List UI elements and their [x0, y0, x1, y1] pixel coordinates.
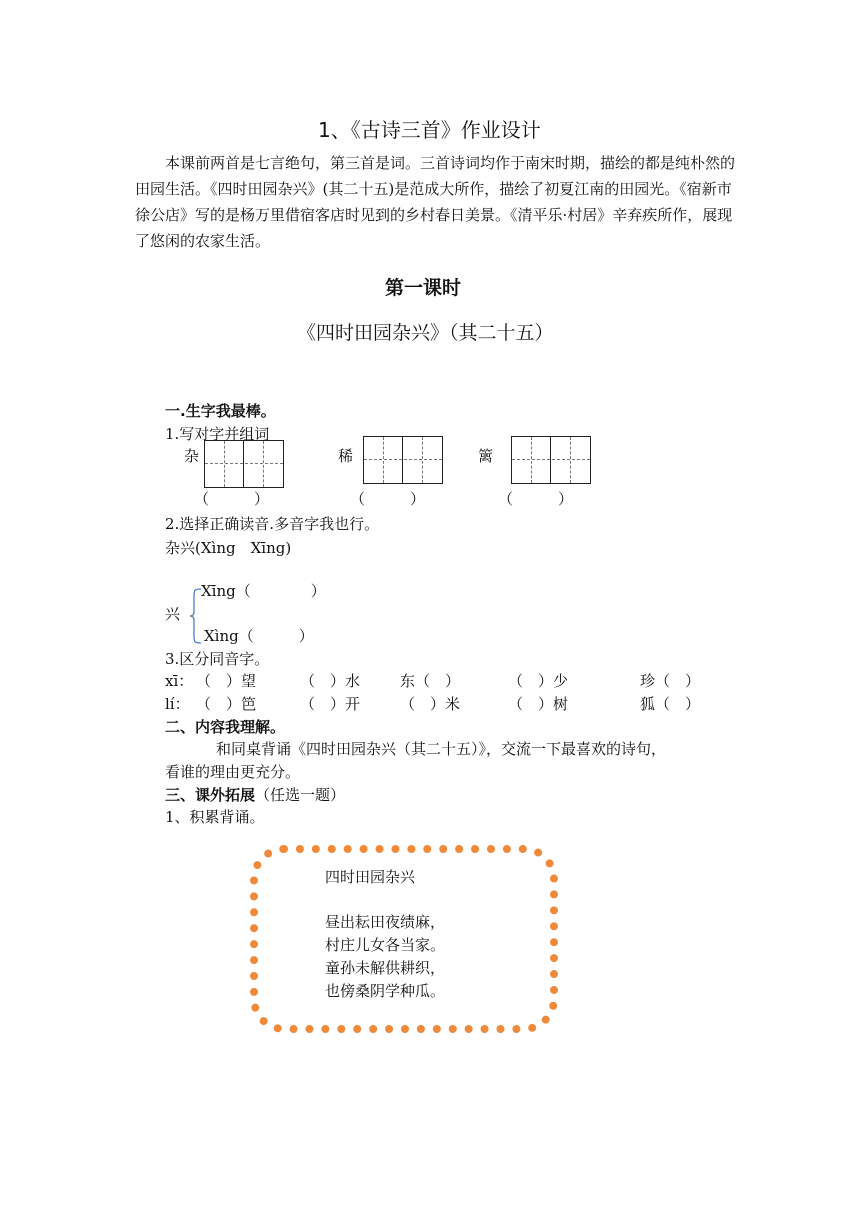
xi-item-1[interactable]: （ ）望 [196, 672, 257, 690]
li-item-3[interactable]: （ ）米 [400, 695, 461, 713]
poem-line-4: 也傍桑阴学种瓜。 [325, 982, 446, 1000]
li-item-2[interactable]: （ ）开 [300, 695, 361, 713]
word-bracket-1[interactable]: （ ） [194, 490, 270, 508]
section2-heading: 二、内容我理解。 [165, 718, 286, 736]
xing-char: 兴 [165, 605, 181, 623]
xing-option-1[interactable]: Xīng（ ） [201, 582, 326, 600]
writing-grid-1[interactable] [204, 440, 284, 488]
poem-title: 四时田园杂兴 [325, 868, 416, 886]
poem-title-heading: 《四时田园杂兴》（其二十五） [297, 322, 554, 344]
li-item-5[interactable]: 狐（ ） [640, 695, 701, 713]
char-za: 杂 [184, 447, 200, 465]
section3-heading [165, 784, 345, 805]
xi-item-3[interactable]: 东（ ） [400, 672, 461, 690]
section3-heading-rest: （任选一题） [255, 786, 346, 804]
section3-heading-bold: 三、课外拓展 [165, 786, 256, 804]
li-item-1[interactable]: （ ）笆 [196, 695, 257, 713]
xi-item-2[interactable]: （ ）水 [300, 672, 361, 690]
page-title: 1、《古诗三首》作业设计 [318, 118, 541, 142]
word-bracket-3[interactable]: （ ） [498, 490, 574, 508]
li-row-label: lí： [165, 695, 190, 713]
writing-grid-3[interactable] [511, 436, 591, 484]
section2-text-1: 和同桌背诵《四时田园杂兴（其二十五）》，交流一下最喜欢的诗句， [216, 740, 667, 758]
xi-row-label: xī： [165, 672, 194, 690]
q1-label: 1.写对字并组词 [165, 425, 270, 443]
poem-line-3: 童孙未解供耕织， [325, 959, 446, 977]
section2-text-2: 看谁的理由更充分。 [165, 763, 301, 781]
lesson-heading: 第一课时 [385, 277, 462, 299]
li-item-4[interactable]: （ ）树 [508, 695, 569, 713]
xi-item-5[interactable]: 珍（ ） [640, 672, 701, 690]
q3-label: 3.区分同音字。 [165, 650, 270, 668]
intro-paragraph: 本课前两首是七言绝句，第三首是词。三首诗词均作于南宋时期，描绘的都是纯朴然的田园生活。《四时田园杂兴》(其二十五)是范成大所作，描绘了初夏江南的田园光。《宿新市徐公店》写的是杨万里借宿客店时见到的乡村春日美景。《清平乐·村居》辛弃疾所作，展现了悠闲的农家生活。 [135, 154, 736, 250]
q2-line: 杂兴(Xìng Xīng) [165, 539, 292, 557]
poem-line-2: 村庄儿女各当家。 [325, 936, 446, 954]
poem-line-1: 昼出耘田夜绩麻， [325, 913, 446, 931]
char-xi: 稀 [338, 447, 354, 465]
xing-option-2[interactable]: Xìng（ ） [204, 627, 314, 645]
section1-heading: 一.生字我最棒。 [165, 402, 276, 420]
word-bracket-2[interactable]: （ ） [350, 490, 426, 508]
q2-label: 2.选择正确读音.多音字我也行。 [165, 515, 380, 533]
xi-item-4[interactable]: （ ）少 [508, 672, 569, 690]
char-li: 篱 [478, 447, 494, 465]
writing-grid-2[interactable] [363, 436, 443, 484]
section3-item-1: 1、积累背诵。 [165, 808, 265, 826]
